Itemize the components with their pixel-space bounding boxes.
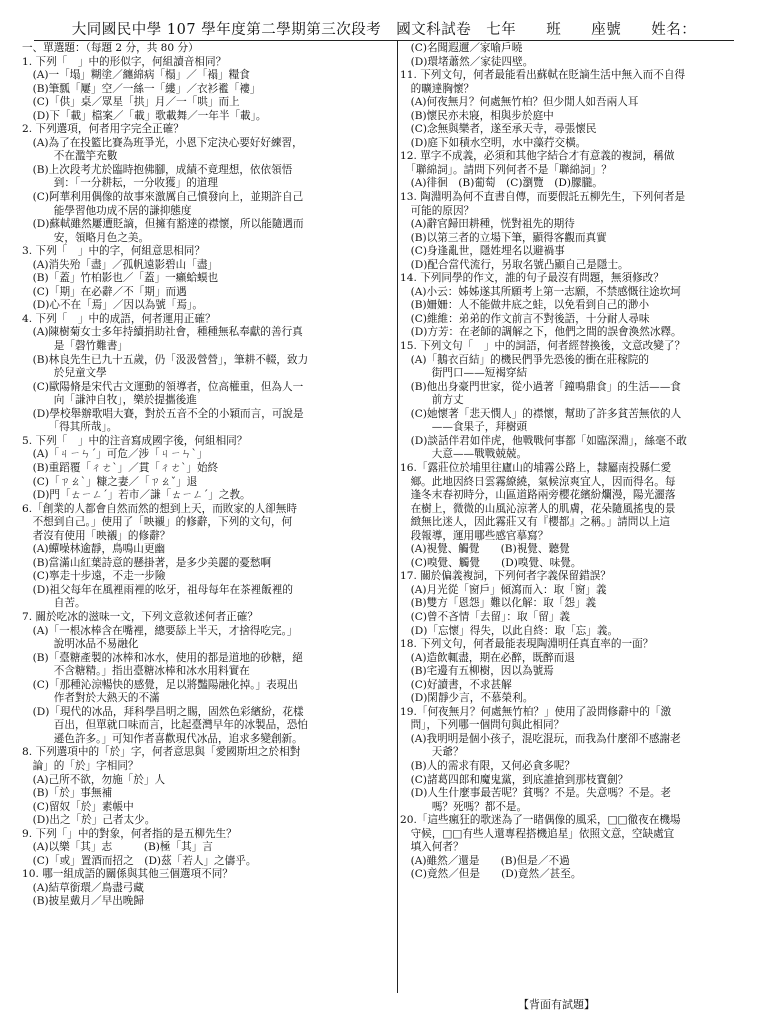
left-column-line: (D)祖父每年在風裡雨裡的吆牙，祖母每年在茶裡飯裡的: [22, 583, 294, 596]
left-column-line: 3. 下列「 」中的字，何組意思相同？: [22, 245, 205, 258]
left-column-line: 不想到自己。」使用了「映襯」的修辭，下列的文句，何: [22, 516, 293, 529]
left-column-line: 5. 下列「 」中的注音寫成國字後，何組相同？: [22, 434, 248, 447]
exam-header: 大同國民中學 107 學年度第二學期第三次段考 國文科試卷 七年 班 座號 姓名：: [71, 22, 697, 38]
left-column-line: (D)學校舉辦歌唱大賽，對於五音不全的小穎而言，可說是: [22, 407, 304, 420]
left-column-line: (B)「蓋」竹柏影也／「蓋」一癩蛤蟆也: [22, 272, 219, 285]
left-column-line: 8. 下列選項中的「於」字，何者意思與「愛國斯坦之於相對: [22, 746, 301, 759]
right-column-line: (A)「鵝衣百結」的機民們爭先恐後的衝在莊稼院的: [400, 353, 649, 366]
right-column-line: 19.「何夜無月？何處無竹柏？」使用了設問修辭中的「激: [400, 705, 672, 718]
left-column-line: 百出，但單就口味而言，比起臺灣早年的冰製品，恐怕: [22, 719, 309, 732]
left-column-line: 自苦。: [22, 597, 86, 610]
left-column-line: 4. 下列「 」中的成語，何者運用正確？: [22, 312, 216, 325]
left-column-line: (B)「於」事無補: [22, 787, 113, 800]
right-column-line: (C)念無與樂者，遂至承天寺，尋張懷民: [400, 123, 597, 136]
left-column-line: (B)重蹈覆「ㄔㄜˋ」／貫「ㄔㄜˋ」始終: [22, 461, 219, 474]
right-column-line: (A)雖然／還是 (B)但是／不過: [400, 854, 570, 867]
right-column-line: (A)我明明是個小孩子，混吃混玩，而我為什麼卻不感謝老: [400, 732, 681, 745]
right-column-line: 16.「露莊位於埔里往廬山的埔霧公路上，隸屬南投縣仁愛: [400, 461, 672, 474]
right-column-line: 段報導，運用哪些感官摹寫？: [400, 529, 549, 542]
left-column-line: 6.「創業的人都會自然而然的想到上天，而敗家的人卻無時: [22, 502, 297, 515]
right-column-line: (B)宅邊有五柳樹，因以為號焉: [400, 665, 554, 678]
right-column-line: (B)以第三者的立場下筆，顯得客觀而真實: [400, 231, 607, 244]
left-column-line: 7. 關於吃冰的滋味一文，下列文意敘述何者正確？: [22, 610, 258, 623]
right-column-line: (C)維維：弟弟的作文前言不對後語，十分耐人尋味: [400, 312, 650, 325]
right-column-line: 13. 陶淵明為何不直書自傳，而要假託五柳先生，下列何者是: [400, 191, 686, 204]
left-column-line: (C)「那種沁涼暢快的感覺，足以將豔陽融化掉。」表現出: [22, 678, 298, 691]
right-column-line: 14. 下列同學的作文，誰的句子最沒有問題，無須修改？: [400, 272, 664, 285]
right-column-line: 11. 下列文句，何者最能看出蘇軾在貶謫生活中無入而不自得: [400, 69, 686, 82]
left-column-line: (D)「現代的冰品，拜科學昌明之賜，固然色彩繽紛，花樣: [22, 705, 304, 718]
right-column-line: 填入何者？: [400, 841, 464, 854]
right-column-line: (D)閑靜少言，不慕榮利。: [400, 692, 534, 705]
right-column-line: (C)嗅覺、觸覺 (D)嗅覺、味覺。: [400, 556, 582, 569]
right-column-line: 大意——戰戰兢兢。: [400, 448, 528, 461]
right-column-line: (B)人的需求有限，又何必貪多呢？: [400, 759, 575, 772]
left-column-line: 說明冰品不易融化: [22, 638, 139, 651]
right-column-line: 15. 下列文句「 」中的詞語，何者經替換後，文意改變了？: [400, 340, 686, 353]
right-column-line: 問」，下列哪一個問句與此相同？: [400, 719, 565, 732]
right-column-line: 天爺？: [400, 746, 464, 759]
left-column: [22, 42, 394, 909]
left-column-line: 遜色許多。」可知作者喜歡現代冰品，追求多變創新。: [22, 732, 303, 745]
right-column-line: 守候，□□有些人還專程搭機追星」依照文意，空缺處宜: [400, 827, 675, 840]
right-column-line: (D)談話伴君如伴虎，他戰戰何事都「如臨深淵」，絲毫不敢: [400, 434, 687, 447]
left-column-line: (C)寧走十步遠，不走一步險: [22, 570, 166, 583]
left-column-line: 安，領略月色之美。: [22, 231, 150, 244]
left-column-line: 者沒有使用「映襯」的修辭？: [22, 529, 171, 542]
header-rule: [34, 40, 734, 41]
left-column-line: 不在濫竽充數: [22, 150, 118, 163]
left-column-line: 向「謙沖自牧」，樂於提攜後進: [22, 394, 197, 407]
left-column-line: 不含糖精。」指出臺糖冰棒和冰水用料實在: [22, 665, 250, 678]
right-column-line: (C)身逢亂世，隱姓埋名以避禍事: [400, 245, 565, 258]
left-column-line: 1. 下列「 」中的形似字，何組讀音相同？: [22, 55, 227, 68]
right-column-line: 17. 關於偏義複詞，下列何者字義保留錯誤？: [400, 570, 611, 583]
right-column-line: 12. 單字不成義，必須和其他字結合才有意義的複詞，稱做: [400, 150, 675, 163]
left-column-line: 10. 哪一組成語的關係與其他三個選項不同？: [22, 868, 233, 881]
right-column-line: 街門口——短褐穿結: [400, 367, 528, 380]
right-column-line: (A)徘徊 (B)葡萄 (C)瀏覽 (D)朦朧。: [400, 177, 603, 190]
right-column-line: (C)好讀書，不求甚解: [400, 678, 512, 691]
left-column-line: 論」的「於」字相同？: [22, 759, 139, 772]
right-column-line: (B)姍姍：人不能做井底之蛙，以免看到自己的渺小: [400, 299, 650, 312]
right-column-line: ——食果子，拜樹頭: [400, 421, 528, 434]
right-column-line: (C)她懷著「悲天憫人」的襟懷，幫助了許多貧苦無依的人: [400, 407, 682, 420]
left-column-line: 於兒童文學: [22, 367, 107, 380]
right-column-line: 20.「這些瘋狂的歌迷為了一睹偶像的風采，□□徹夜在機場: [400, 814, 681, 827]
left-column-line: (B)筆瓢「屢」空／一絲一「縷」／衣衫襤「褸」: [22, 82, 261, 95]
left-column-line: (A)一「塌」糊塗／纏綿病「榻」／「褟」糧食: [22, 69, 250, 82]
right-column-line: (A)造飲輒盡，期在必醉，既醉而退: [400, 651, 575, 664]
left-column-line: (C)「供」桌／眾星「拱」月／一「哄」而上: [22, 96, 240, 109]
right-column-line: (C)諸葛四郎和魔鬼黨，到底誰搶到那枝寶劍？: [400, 773, 629, 786]
right-column-line: (D)「忘懷」得失，以此自終：取「忘」義。: [400, 624, 619, 637]
left-column-line: (C)留奴「於」素帳中: [22, 800, 134, 813]
right-column-line: (A)小云：姊姊遂其所願考上第一志願，不禁感慨往途坎坷: [400, 285, 681, 298]
right-column: [400, 42, 752, 882]
right-column-line: (C)曾不吝情「去留」：取「留」義: [400, 610, 570, 623]
left-column-line: (B)「臺糖產製的冰棒和冰水，使用的都是道地的砂糖，絕: [22, 651, 303, 664]
left-column-line: 是「磬竹難書」: [22, 340, 128, 353]
left-column-line: (B)林良先生已九十五歲，仍「汲汲營營」，筆耕不輟，致力: [22, 353, 309, 366]
right-column-line: 逢冬末春初時分，山區道路兩旁櫻花繽紛爛漫，陽光灑落: [400, 489, 676, 502]
right-column-line: 18. 下列文句，何者最能表現陶淵明任真直率的一面？: [400, 638, 654, 651]
left-column-line: (A)消失殆「盡」／孤帆遠影碧山「盡」: [22, 258, 219, 271]
left-column-line: (A)己所不欲，勿施「於」人: [22, 773, 166, 786]
left-column-line: (A)陳樹菊女士多年持續捐助社會，種種無私奉獻的善行真: [22, 326, 303, 339]
right-column-line: 「聯綿詞」。請問下列何者不是「聯綿詞」？: [400, 163, 612, 176]
right-column-line: 在樹上，微微的山風沁涼著人的肌膚，花朵隨風搖曳的景: [400, 502, 676, 515]
left-column-line: (A)「一根冰棒含在嘴裡，總要舔上半天，才捨得吃完。」: [22, 624, 298, 637]
left-column-line: 一、單選題：（每題 2 分，共 80 分）: [22, 42, 199, 54]
right-column-line: (D)配合當代流行，另取名號凸顯自己是隱士。: [400, 258, 629, 271]
right-column-line: (B)他出身豪門世家，從小過著「鐘鳴鼎食」的生活——食: [400, 380, 681, 393]
right-column-line: 可能的原因？: [400, 204, 475, 217]
left-column-line: (C)「ㄗㄠˋ」糠之妻／「ㄗㄠˇ」退: [22, 475, 198, 488]
left-column-line: 「得其所哉」。: [22, 421, 118, 434]
right-column-line: (A)何夜無月？何處無竹柏？但少閒人如吾兩人耳: [400, 96, 639, 109]
right-column-line: (B)雙方「恩怨」難以化解：取「怨」義: [400, 597, 597, 610]
right-column-line: 的曠達胸懷？: [400, 82, 475, 95]
left-column-line: (C)「期」在必辭／不「期」而遇: [22, 285, 187, 298]
right-column-line: (A)辭官歸田耕種，恍對祖先的期待: [400, 218, 575, 231]
right-column-line: 前方丈: [400, 394, 464, 407]
left-column-line: (D)蘇軾雖然屢遭貶謫，但擁有豁達的襟懷，所以能隨遇而: [22, 218, 304, 231]
footer-note: 【背面有試題】: [518, 998, 595, 1011]
left-column-line: 作者對於大熱天的不滿: [22, 692, 160, 705]
left-column-line: (A)「ㄐㄧㄣˊ」可危／涉「ㄐㄧㄣˋ」: [22, 448, 208, 461]
right-column-line: (D)方芳：在老師的調解之下，他們之間的誤會渙然冰釋。: [400, 326, 682, 339]
left-column-line: (D)心不在「焉」／因以為號「焉」。: [22, 299, 203, 312]
right-column-line: (B)懷民亦未寢，相與步於庭中: [400, 109, 554, 122]
left-column-line: (A)以樂「其」志 (B)極「其」言: [22, 841, 213, 854]
left-column-line: (D)門「ㄊㄧㄥˊ」若市／謙「ㄊㄧㄥˊ」之教。: [22, 489, 251, 502]
right-column-line: 嗎？死嗎？都不是。: [400, 800, 528, 813]
right-column-line: (C)名聞遐邇／家喻戶曉: [400, 42, 523, 54]
right-column-line: 緻無比迷人，因此霧莊又有『櫻都』之稱。」請問以上這: [400, 516, 671, 529]
right-column-line: (D)人生什麼事最苦呢？貧嗎？不是。失意嗎？不是。老: [400, 787, 672, 800]
right-column-line: (C)竟然／但是 (D)竟然／甚至。: [400, 868, 582, 881]
left-column-line: 9. 下列「」中的對象，何者指的是五柳先生？: [22, 827, 237, 840]
left-column-line: (A)結草銜環／鳥盡弓藏: [22, 881, 144, 894]
left-column-line: (B)披星戴月／早出晚歸: [22, 895, 144, 908]
left-column-line: 2. 下列選項，何者用字完全正確？: [22, 123, 184, 136]
left-column-line: (C)阿華利用偶像的故事來激厲自己憤發向上，並期許自己: [22, 191, 304, 204]
left-column-line: (D)下「載」檔案／「載」歌載舞／一年半「載」。: [22, 109, 267, 122]
right-column-line: (D)環堵蕭然／家徒四壁。: [400, 55, 534, 68]
column-divider: [397, 41, 398, 993]
left-column-line: (B)當滿山紅葉詩意的懸掛著，是多少美麗的憂愁啊: [22, 556, 272, 569]
right-column-line: 鄉。此地因終日雲霧繚繞，氣候涼爽宜人，因而得名。每: [400, 475, 676, 488]
right-column-line: (A)月光從「窗戶」傾瀉而入：取「窗」義: [400, 583, 607, 596]
left-column-line: (C)歐陽脩是宋代古文運動的領導者，位高權重，但為人一: [22, 380, 304, 393]
left-column-line: (A)蟬噪林逾靜，鳥鳴山更幽: [22, 543, 166, 556]
right-column-line: (A)視覺、觸覺 (B)視覺、聽覺: [400, 543, 570, 556]
left-column-line: (D)出之「於」己者太少。: [22, 814, 156, 827]
left-column-line: (B)上次段考尤於臨時抱佛腳，成績不竟理想，依依領悟: [22, 163, 293, 176]
right-column-line: (D)庭下如積水空明，水中藻荇交橫。: [400, 136, 587, 149]
left-column-line: 到：「一分耕耘，一分收獲」的道理: [22, 177, 218, 190]
left-column-line: (C)「或」置酒而招之 (D)茲「若人」之儔乎。: [22, 854, 257, 867]
left-column-line: (A)為了在投籃比賽為班爭光，小恩下定決心要好好練習，: [22, 136, 303, 149]
left-column-line: 能學習他功成不居的謙抑態度: [22, 204, 192, 217]
